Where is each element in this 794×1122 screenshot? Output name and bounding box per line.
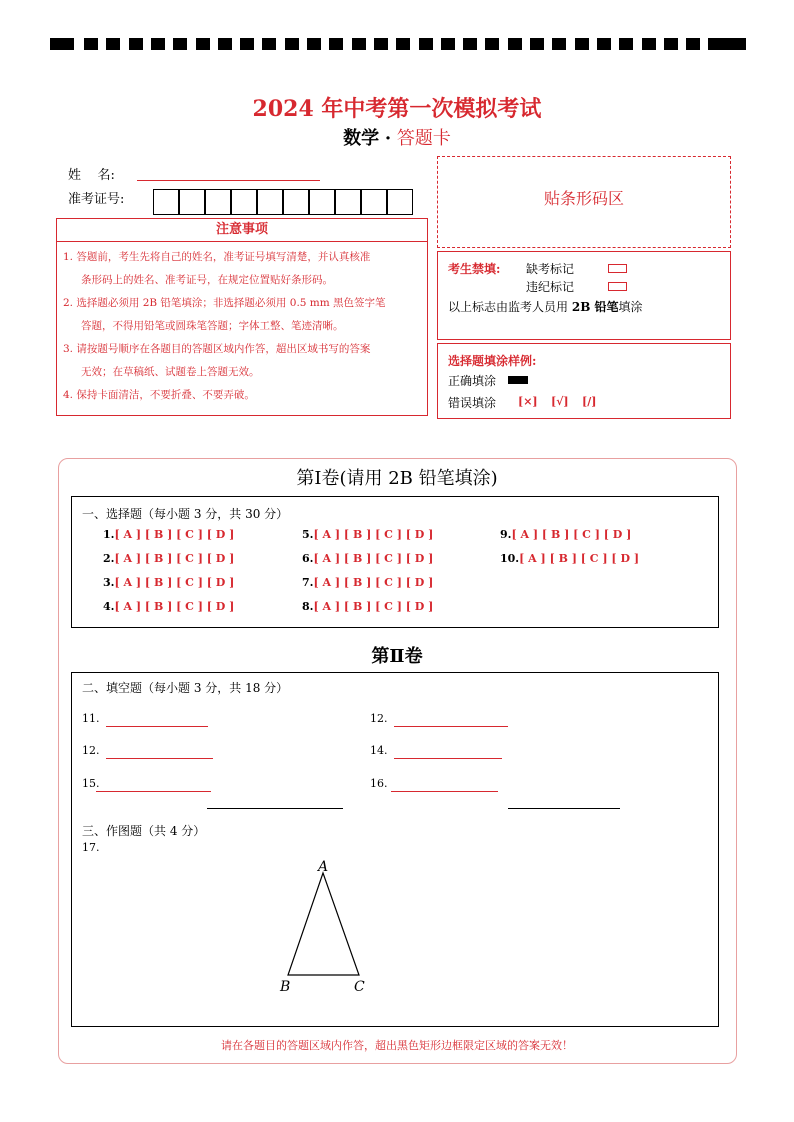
timing-mark bbox=[218, 38, 232, 50]
part2-title: 第Ⅱ卷 bbox=[371, 646, 423, 667]
violation-label: 违纪标记 bbox=[526, 280, 575, 294]
fill-answer-line[interactable] bbox=[106, 726, 208, 727]
answer-options[interactable]: [ A ] [ B ] [ C ] [ D ] bbox=[313, 552, 434, 565]
notice-title: 注意事项 bbox=[57, 219, 427, 242]
barcode-area bbox=[437, 156, 731, 248]
answer-options[interactable]: [ A ] [ B ] [ C ] [ D ] bbox=[313, 600, 434, 613]
name-field[interactable] bbox=[137, 180, 320, 181]
id-digit-box[interactable] bbox=[361, 189, 387, 215]
fill-question-label: 14. bbox=[370, 744, 388, 757]
answer-card-label: 答题卡 bbox=[396, 128, 451, 149]
id-digit-box[interactable] bbox=[283, 189, 309, 215]
timing-mark bbox=[642, 38, 656, 50]
triangle-abc bbox=[288, 873, 359, 975]
timing-mark bbox=[196, 38, 210, 50]
notice-item: 条形码上的姓名、准考证号，在规定位置贴好条形码。 bbox=[81, 274, 333, 286]
choice-question[interactable] bbox=[103, 600, 234, 613]
answer-options[interactable]: [ A ] [ B ] [ C ] [ D ] bbox=[114, 576, 235, 589]
fill-question-label: 15. bbox=[82, 777, 100, 790]
choice-question[interactable] bbox=[302, 576, 433, 589]
timing-mark bbox=[664, 38, 678, 50]
timing-marks-top bbox=[50, 38, 746, 50]
absent-label: 缺考标记 bbox=[526, 262, 575, 276]
question-number: 1. bbox=[103, 528, 115, 541]
id-label: 准考证号: bbox=[68, 192, 125, 207]
id-digit-box[interactable] bbox=[205, 189, 231, 215]
timing-mark bbox=[151, 38, 165, 50]
ban-note bbox=[448, 298, 643, 315]
part1-title: 第Ⅰ卷(请用 2B 铅笔填涂) bbox=[296, 468, 498, 489]
fill-question-label: 12. bbox=[370, 712, 388, 725]
fill-answer-line[interactable] bbox=[106, 758, 213, 759]
absent-mark-box[interactable] bbox=[608, 264, 627, 273]
timing-mark bbox=[708, 38, 722, 50]
choice-question[interactable] bbox=[302, 600, 433, 613]
triangle-figure bbox=[270, 855, 380, 995]
timing-mark bbox=[463, 38, 477, 50]
question-number: 7. bbox=[302, 576, 314, 589]
notice-panel bbox=[56, 218, 428, 416]
wrong-mark-slash: [/] bbox=[582, 395, 597, 408]
timing-mark bbox=[396, 38, 410, 50]
timing-mark bbox=[508, 38, 522, 50]
q17-label: 17. bbox=[82, 841, 100, 854]
question-number: 5. bbox=[302, 528, 314, 541]
question-number: 2. bbox=[103, 552, 115, 565]
answer-options[interactable]: [ A ] [ B ] [ C ] [ D ] bbox=[313, 528, 434, 541]
id-digit-box[interactable] bbox=[257, 189, 283, 215]
timing-mark bbox=[106, 38, 120, 50]
vertex-c-label: C bbox=[354, 979, 365, 995]
timing-mark bbox=[552, 38, 566, 50]
sample-title: 选择题填涂样例: bbox=[448, 354, 537, 368]
ban-note-prefix: 以上标志由监考人员用 bbox=[448, 300, 569, 314]
notice-item: 1. 答题前，考生先将自己的姓名，准考证号填写清楚，并认真核准 bbox=[63, 251, 371, 263]
wrong-label: 错误填涂 bbox=[448, 396, 497, 410]
id-digit-box[interactable] bbox=[179, 189, 205, 215]
timing-mark bbox=[722, 38, 746, 50]
question-number: 3. bbox=[103, 576, 115, 589]
answer-line-extra[interactable] bbox=[508, 808, 620, 809]
fill-question-label: 12. bbox=[82, 744, 100, 757]
choice-question[interactable] bbox=[302, 552, 433, 565]
timing-mark bbox=[84, 38, 98, 50]
choice-section-title: 一、选择题（每小题 3 分，共 30 分） bbox=[82, 507, 289, 521]
id-digit-box[interactable] bbox=[335, 189, 361, 215]
timing-mark bbox=[597, 38, 611, 50]
choice-question[interactable] bbox=[302, 528, 433, 541]
correct-fill-mark bbox=[508, 376, 528, 384]
timing-mark bbox=[530, 38, 544, 50]
vertex-b-label: B bbox=[280, 979, 291, 995]
timing-mark bbox=[374, 38, 388, 50]
timing-mark bbox=[285, 38, 299, 50]
id-digit-box[interactable] bbox=[387, 189, 413, 215]
fill-answer-line[interactable] bbox=[394, 726, 508, 727]
choice-question[interactable] bbox=[500, 552, 639, 565]
fill-question-label: 16. bbox=[370, 777, 388, 790]
id-digit-box[interactable] bbox=[231, 189, 257, 215]
choice-question[interactable] bbox=[500, 528, 631, 541]
ban-note-bold: 2B 铅笔 bbox=[571, 300, 619, 314]
fill-answer-line[interactable] bbox=[394, 758, 502, 759]
question-number: 4. bbox=[103, 600, 115, 613]
wrong-mark-x: [×] bbox=[518, 395, 538, 408]
exam-subtitle bbox=[0, 124, 794, 150]
choice-question[interactable] bbox=[103, 552, 234, 565]
answer-options[interactable]: [ A ] [ B ] [ C ] [ D ] bbox=[519, 552, 640, 565]
answer-options[interactable]: [ A ] [ B ] [ C ] [ D ] bbox=[114, 600, 235, 613]
question-number: 6. bbox=[302, 552, 314, 565]
answer-options[interactable]: [ A ] [ B ] [ C ] [ D ] bbox=[313, 576, 434, 589]
barcode-label: 贴条形码区 bbox=[543, 189, 624, 208]
vertex-a-label: A bbox=[318, 859, 329, 875]
draw-section-title: 三、作图题（共 4 分） bbox=[82, 824, 206, 838]
notice-item: 无效；在草稿纸、试题卷上答题无效。 bbox=[81, 366, 260, 378]
question-number: 8. bbox=[302, 600, 314, 613]
fill-section-title: 二、填空题（每小题 3 分，共 18 分） bbox=[82, 681, 289, 695]
id-digit-box[interactable] bbox=[309, 189, 335, 215]
timing-mark bbox=[575, 38, 589, 50]
choice-question[interactable] bbox=[103, 576, 234, 589]
timing-mark bbox=[619, 38, 633, 50]
footer-note: 请在各题目的答题区域内作答，超出黑色矩形边框限定区域的答案无效！ bbox=[221, 1039, 573, 1052]
fill-sample-panel bbox=[437, 343, 731, 419]
timing-mark bbox=[352, 38, 366, 50]
correct-label: 正确填涂 bbox=[448, 374, 497, 388]
timing-mark bbox=[262, 38, 276, 50]
timing-mark bbox=[240, 38, 254, 50]
timing-mark bbox=[329, 38, 343, 50]
fill-answer-line[interactable] bbox=[391, 791, 498, 792]
subject-label: 数学 bbox=[343, 128, 380, 149]
timing-mark bbox=[419, 38, 433, 50]
wrong-mark-check: [√] bbox=[551, 395, 569, 408]
notice-item: 2. 选择题必须用 2B 铅笔填涂；非选择题必须用 0.5 mm 黑色签字笔 bbox=[63, 297, 386, 309]
violation-mark-box[interactable] bbox=[608, 282, 627, 291]
answer-options[interactable]: [ A ] [ B ] [ C ] [ D ] bbox=[114, 528, 235, 541]
ban-note-suffix: 填涂 bbox=[618, 300, 643, 314]
name-label: 姓 名: bbox=[68, 168, 115, 183]
question-number: 10. bbox=[500, 552, 520, 565]
answer-line-extra[interactable] bbox=[207, 808, 343, 809]
notice-item: 答题，不得用铅笔或圆珠笔答题；字体工整、笔迹清晰。 bbox=[81, 320, 344, 332]
notice-item: 4. 保持卡面清洁，不要折叠、不要弄破。 bbox=[63, 389, 255, 401]
exam-title: 2024 年中考第一次模拟考试 bbox=[252, 96, 542, 122]
timing-marks-left bbox=[0, 0, 60, 1122]
id-digit-box[interactable] bbox=[153, 189, 179, 215]
timing-mark bbox=[307, 38, 321, 50]
subtitle-dot: · bbox=[384, 128, 392, 149]
answer-options[interactable]: [ A ] [ B ] [ C ] [ D ] bbox=[114, 552, 235, 565]
notice-item: 3. 请按题号顺序在各题目的答题区域内作答，超出区域书写的答案 bbox=[63, 343, 371, 355]
timing-mark bbox=[173, 38, 187, 50]
timing-mark bbox=[686, 38, 700, 50]
timing-mark bbox=[441, 38, 455, 50]
question-number: 9. bbox=[500, 528, 512, 541]
choice-question[interactable] bbox=[103, 528, 234, 541]
timing-mark bbox=[485, 38, 499, 50]
answer-options[interactable]: [ A ] [ B ] [ C ] [ D ] bbox=[511, 528, 632, 541]
examinee-ban-panel bbox=[437, 251, 731, 340]
timing-mark bbox=[129, 38, 143, 50]
fill-question-label: 11. bbox=[82, 712, 100, 725]
ban-title: 考生禁填: bbox=[448, 262, 501, 276]
fill-answer-line[interactable] bbox=[96, 791, 211, 792]
